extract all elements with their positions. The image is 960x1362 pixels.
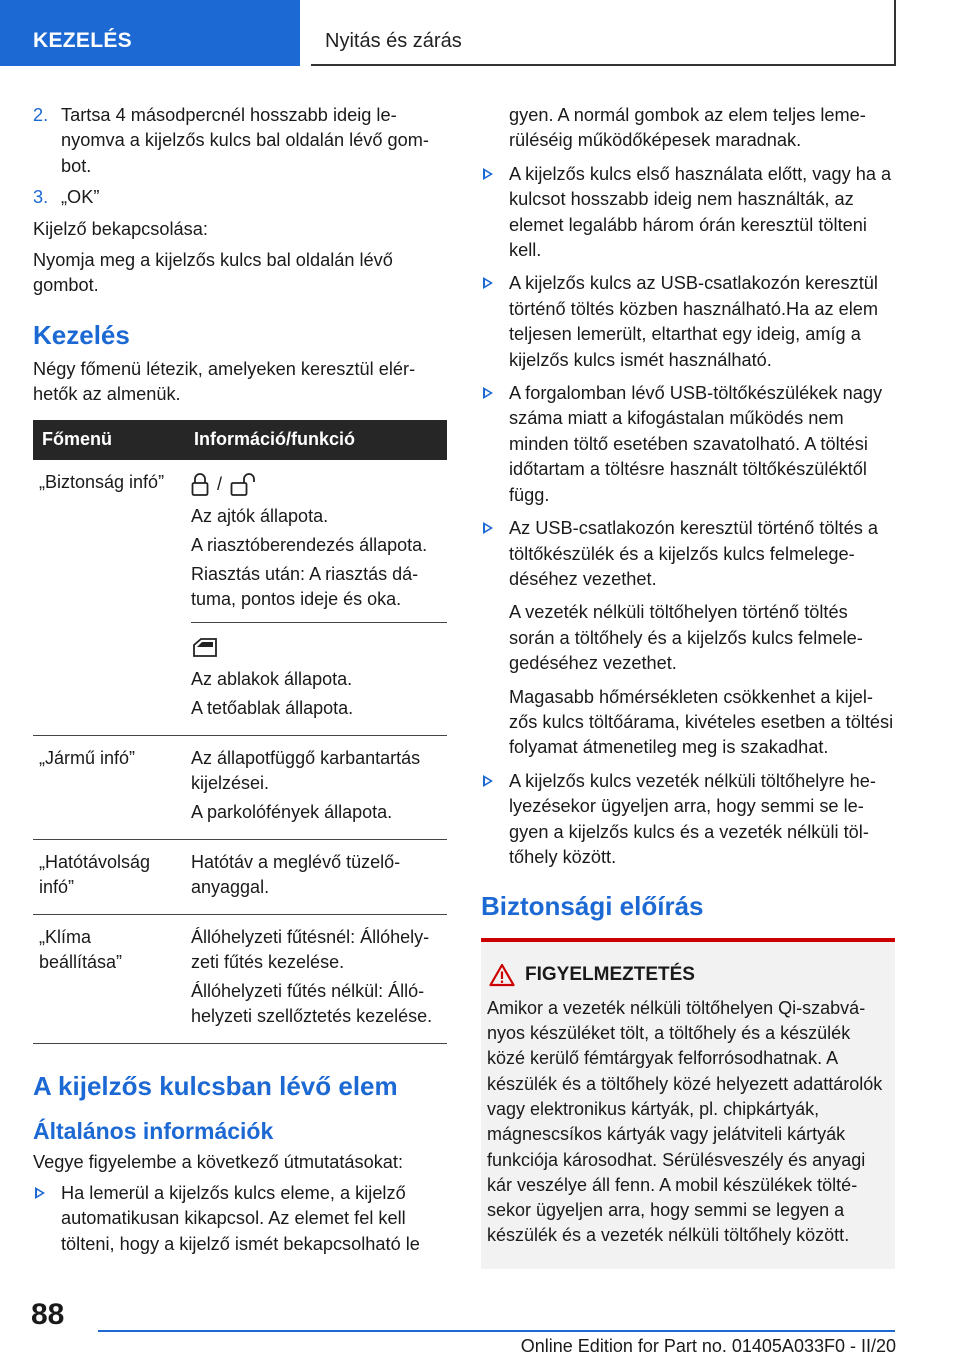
bullet-text: A kijelzős kulcs az USB-csatlakozón keresztül történő töltés közben használható.Ha az elem teljesen lemerült, eltarthat egy ideig, amíg a kijelzős kulcs ismét használható. [509,273,879,370]
table-cell-info [185,914,447,1043]
icon-separator: / [217,474,223,495]
lock-open-icon [230,473,260,497]
bullet-text: Az USB-csatlakozón keresztül történő töltés a töltőkészülék és a kijelzős kulcs felmelegedéséhez vezethet. [509,518,878,589]
cell-text: Hatótáv a meglévő tüzelőanyaggal. [191,851,401,897]
car-window-icon [191,636,219,660]
list-item [481,516,895,592]
cell-text: Állóhelyzeti fűtés nélkül: Állóhelyzeti szellőztetés kezelése. [191,980,433,1026]
bullet-subparagraph: Magasabb hőmérsékleten csökkenhet a kijelzős kulcs töltőárama, kivételes esetben a töltési folyamat átmenetileg meg is szakadhat. [509,686,894,758]
cell-text: A parkolófények állapota. [191,801,393,822]
step-3 [33,185,447,210]
lock-icons [191,470,441,500]
list-item [481,769,895,871]
page-header [0,0,960,66]
warning-text: Amikor a vezeték nélküli töltőhelyen Qi-szabványos készüléket tölt, a töltőhely és a készülék közé kerülő fémtárgyak felforrósodhatnak. A készülék és a töltőhely közé helyezett adattárolók vagy elektronikus kártyák, pl. chipkártyák, mágnescsíkos kártyák vagy jelátviteli kártyák funkciója károsodhat. Sérülésveszély és anyagi kár veszélye áll fenn. A mobil készülékek töltésekor ügyeljen arra, hogy semmi se legyen a készülék és a vezeték nélküli töltőhely között. [487,997,883,1246]
table-header-info: Információ/funkció [185,420,447,460]
warning-title: FIGYELMEZTETÉS [525,964,695,986]
warning-box [481,938,895,1268]
table-cell-menu: „Biztonság infó” [33,460,185,736]
triangle-bullet-icon [483,775,493,787]
step-text: „OK” [61,187,100,208]
chapter-title: Nyitás és zárás [311,0,896,66]
divider [191,622,447,623]
cell-text: Az ajtók állapota. [191,505,329,526]
paragraph: Négy főmenü létezik, amelyeken keresztül elérhetők az almenük. [33,358,416,405]
cell-text: Riasztás után: A riasztás dátuma, pontos ideje és oka. [191,563,419,609]
heading-biztonsagi: Biztonsági előírás [481,891,704,922]
right-column [481,103,895,1269]
step-number: 3. [33,187,49,208]
table-cell-menu: „Klíma beállítása” [33,914,185,1043]
bullet-continuation: gyen. A normál gombok az elem teljes lemerüléséig működőképesek maradnak. [509,105,866,151]
bullet-text: A kijelzős kulcs vezeték nélküli töltőhelyre helyezésekor ügyeljen arra, hogy semmi se legyen a kijelzős kulcs és a vezeték nélküli töltőhely között. [509,770,876,867]
warning-header [487,962,887,987]
bullet-text: A forgalomban lévő USB-töltőkészülékek nagy száma miatt a kifogástalan működés nem minden töltő esetében szavatolható. A töltési időtartam a töltésre használt töltőkészüléktől függ. [509,383,883,505]
table-cell-menu: „Jármű infó” [33,735,185,839]
step-2 [33,103,447,179]
table-cell-menu: „Hatótávolság infó” [33,839,185,914]
triangle-bullet-icon [35,1187,45,1199]
section-title: KEZELÉS [0,0,300,66]
list-item [481,162,895,264]
bullet-text: A kijelzős kulcs első használata előtt, vagy ha a kulcsot hosszabb ideig nem használták, az elemet legalább három órán keresztül tölteni kell. [509,163,892,261]
table-cell-info [185,735,447,839]
table-cell-info [185,839,447,914]
triangle-bullet-icon [483,168,493,180]
triangle-bullet-icon [483,387,493,399]
heading-kezeles: Kezelés [33,319,130,350]
heading-altalanos: Általános információk [33,1117,274,1144]
triangle-bullet-icon [483,522,493,534]
step-number: 2. [33,105,49,125]
heading-elem: A kijelzős kulcsban lévő elem [33,1070,398,1101]
paragraph: Vegye figyelembe a következő útmutatásokat: [33,1151,404,1172]
list-item [481,381,895,508]
paragraph: Kijelző bekapcsolása: [33,218,208,239]
cell-text: Állóhelyzeti fűtésnél: Állóhelyzeti fűtés kezelése. [191,926,430,972]
menu-table [33,420,447,1044]
list-item [33,1181,447,1257]
cell-text: Az ablakok állapota. [191,668,353,689]
table-row [33,735,447,839]
table-row [33,839,447,914]
triangle-bullet-icon [483,277,493,289]
table-row [33,914,447,1043]
footer-divider [98,1330,895,1332]
window-icons [191,633,441,663]
table-cell-info [185,460,447,736]
table-header-menu: Főmenü [33,420,185,460]
warning-triangle-icon [489,963,515,987]
footer-edition: Online Edition for Part no. 01405A033F0 - II/20 [520,1336,896,1356]
left-column [33,103,447,1265]
table-row [33,460,447,736]
cell-text: A riasztóberendezés állapota. [191,534,428,555]
page-number: 88 [31,1298,65,1331]
list-item [481,271,895,373]
bullet-subparagraph: A vezeték nélküli töltőhelyen történő töltés során a töltőhely és a kijelzős kulcs felmelegedéséhez vezethet. [509,602,863,674]
cell-text: A tetőablak állapota. [191,697,354,718]
paragraph: Nyomja meg a kijelzős kulcs bal oldalán lévő gombot. [33,250,393,296]
cell-text: Az állapotfüggő karbantartás kijelzései. [191,747,421,793]
bullet-text: Ha lemerül a kijelzős kulcs eleme, a kijelző automatikusan kikapcsol. Az elemet fel kell tölteni, hogy a kijelző ismét bekapcsolható le [61,1183,420,1254]
lock-closed-icon [191,473,209,497]
step-text: Tartsa 4 másodpercnél hosszabb ideig lenyomva a kijelzős kulcs bal oldalán lévő gombot. [61,105,429,176]
